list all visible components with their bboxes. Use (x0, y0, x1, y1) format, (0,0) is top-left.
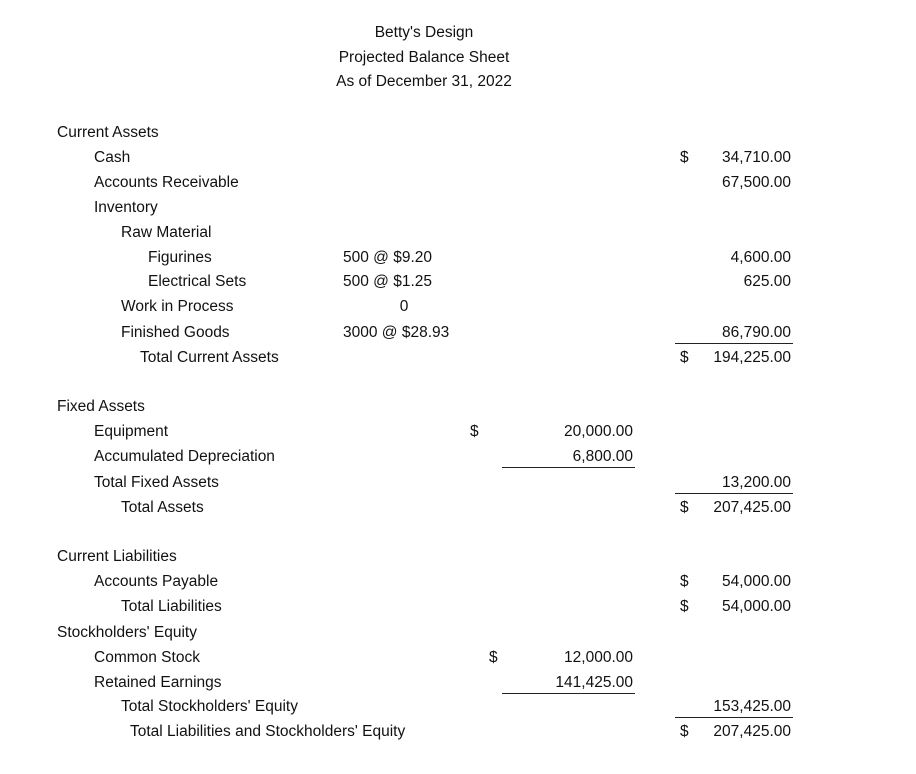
electrical-sets-label: Electrical Sets (148, 273, 247, 290)
common-stock-label: Common Stock (94, 649, 200, 666)
work-in-process-calc: 0 (399, 298, 409, 315)
common-stock-amount: 12,000.00 (564, 649, 633, 666)
total-liabilities-label: Total Liabilities (121, 598, 222, 615)
accounts-payable-label: Accounts Payable (94, 573, 219, 590)
total-assets-label: Total Assets (121, 499, 204, 516)
electrical-sets-amount: 625.00 (743, 273, 791, 290)
total-fixed-assets-amount: 13,200.00 (722, 474, 791, 491)
depreciation-underline (502, 467, 635, 468)
accumulated-depreciation-amount: 6,800.00 (572, 448, 633, 465)
accounts-payable-currency: $ (680, 573, 689, 590)
total-liabilities-amount: 54,000.00 (722, 598, 791, 615)
statement-date: As of December 31, 2022 (336, 73, 512, 90)
fixed-assets-heading: Fixed Assets (57, 398, 145, 415)
finished-goods-calc: 3000 @ $28.93 (343, 324, 450, 341)
accounts-payable-amount: 54,000.00 (722, 573, 791, 590)
inventory-label: Inventory (94, 199, 158, 216)
equipment-label: Equipment (94, 423, 169, 440)
equipment-currency: $ (470, 423, 479, 440)
company-name: Betty's Design (374, 24, 474, 41)
total-liabilities-equity-label: Total Liabilities and Stockholders' Equity (130, 723, 406, 740)
retained-earnings-underline (502, 693, 635, 694)
figurines-amount: 4,600.00 (730, 249, 791, 266)
total-current-assets-amount: 194,225.00 (713, 349, 791, 366)
total-fixed-assets-underline (675, 493, 793, 494)
figurines-label: Figurines (148, 249, 212, 266)
total-current-assets-currency: $ (680, 349, 689, 366)
common-stock-currency: $ (489, 649, 498, 666)
raw-material-label: Raw Material (121, 224, 212, 241)
accumulated-depreciation-label: Accumulated Depreciation (94, 448, 275, 465)
current-assets-heading: Current Assets (57, 124, 159, 141)
total-assets-currency: $ (680, 499, 689, 516)
stockholders-equity-heading: Stockholders' Equity (57, 624, 197, 641)
statement-title: Projected Balance Sheet (338, 49, 510, 66)
work-in-process-label: Work in Process (121, 298, 234, 315)
retained-earnings-amount: 141,425.00 (555, 674, 633, 691)
cash-currency: $ (680, 149, 689, 166)
total-current-assets-label: Total Current Assets (140, 349, 279, 366)
total-stockholders-equity-label: Total Stockholders' Equity (121, 698, 298, 715)
finished-goods-underline (675, 343, 793, 344)
total-liabilities-equity-currency: $ (680, 723, 689, 740)
finished-goods-label: Finished Goods (121, 324, 230, 341)
total-fixed-assets-label: Total Fixed Assets (94, 474, 219, 491)
accounts-receivable-amount: 67,500.00 (722, 174, 791, 191)
cash-amount: 34,710.00 (722, 149, 791, 166)
total-liabilities-currency: $ (680, 598, 689, 615)
finished-goods-amount: 86,790.00 (722, 324, 791, 341)
cash-label: Cash (94, 149, 131, 166)
current-liabilities-heading: Current Liabilities (57, 548, 177, 565)
figurines-calc: 500 @ $9.20 (343, 249, 432, 266)
total-equity-underline (675, 717, 793, 718)
total-assets-amount: 207,425.00 (713, 499, 791, 516)
total-liabilities-equity-amount: 207,425.00 (713, 723, 791, 740)
electrical-sets-calc: 500 @ $1.25 (343, 273, 432, 290)
total-stockholders-equity-amount: 153,425.00 (713, 698, 791, 715)
equipment-amount: 20,000.00 (564, 423, 633, 440)
accounts-receivable-label: Accounts Receivable (94, 174, 239, 191)
retained-earnings-label: Retained Earnings (94, 674, 222, 691)
